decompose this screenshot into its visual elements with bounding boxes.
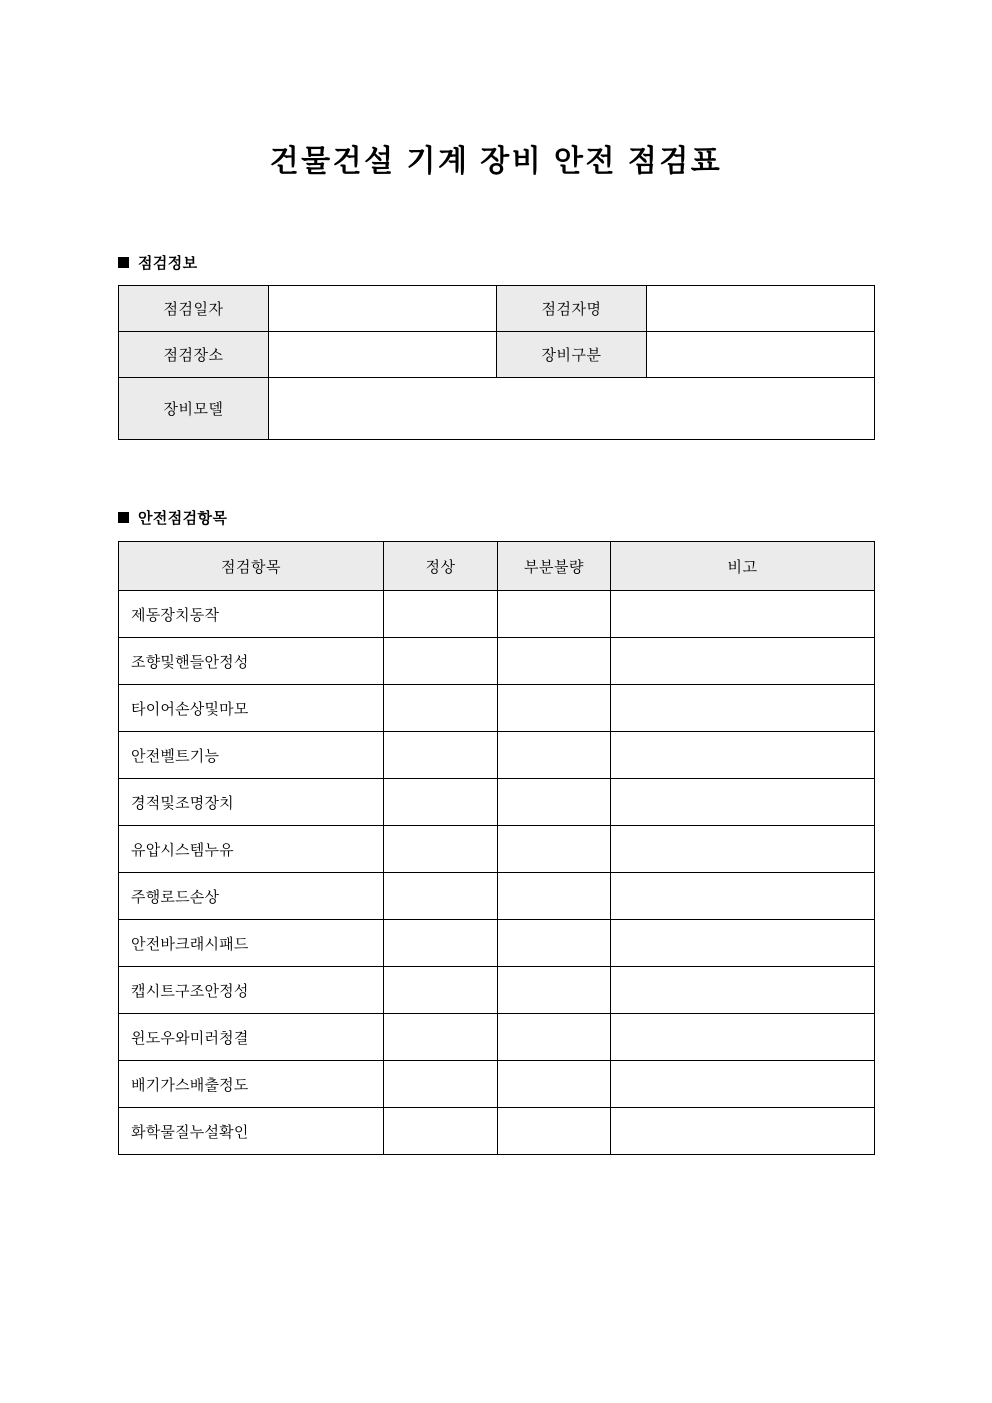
- field-equipment-model[interactable]: [269, 378, 875, 440]
- page-title: 건물건설 기계 장비 안전 점검표: [269, 145, 723, 178]
- filled-square-icon: [118, 257, 129, 268]
- cell-normal[interactable]: [384, 591, 498, 638]
- cell-normal[interactable]: [384, 920, 498, 967]
- inspection-item-label: 안전바크래시패드: [119, 920, 384, 967]
- cell-normal[interactable]: [384, 873, 498, 920]
- table-row: [119, 378, 875, 440]
- inspection-info-table: [118, 285, 875, 440]
- field-inspection-date[interactable]: [269, 286, 497, 332]
- cell-partial-defect[interactable]: [498, 1014, 611, 1061]
- cell-remark[interactable]: [611, 591, 875, 638]
- inspection-item-label: 제동장치동작: [119, 591, 384, 638]
- cell-remark[interactable]: [611, 779, 875, 826]
- inspection-item-label: 타이어손상및마모: [119, 685, 384, 732]
- cell-normal[interactable]: [384, 1061, 498, 1108]
- cell-normal[interactable]: [384, 638, 498, 685]
- cell-partial-defect[interactable]: [498, 685, 611, 732]
- cell-remark[interactable]: [611, 1061, 875, 1108]
- table-row: [119, 873, 875, 920]
- column-header-remark: 비고: [611, 542, 875, 591]
- cell-remark[interactable]: [611, 873, 875, 920]
- inspection-item-label: 조향및핸들안정성: [119, 638, 384, 685]
- cell-partial-defect[interactable]: [498, 920, 611, 967]
- label-inspection-place: 점검장소: [119, 332, 269, 378]
- table-row: [119, 920, 875, 967]
- cell-normal[interactable]: [384, 1108, 498, 1155]
- table-row: [119, 1108, 875, 1155]
- cell-partial-defect[interactable]: [498, 1108, 611, 1155]
- table-row: [119, 332, 875, 378]
- table-row: [119, 1061, 875, 1108]
- cell-partial-defect[interactable]: [498, 638, 611, 685]
- cell-normal[interactable]: [384, 779, 498, 826]
- inspection-item-label: 주행로드손상: [119, 873, 384, 920]
- cell-remark[interactable]: [611, 1014, 875, 1061]
- column-header-normal: 정상: [384, 542, 498, 591]
- inspection-item-label: 배기가스배출정도: [119, 1061, 384, 1108]
- cell-partial-defect[interactable]: [498, 967, 611, 1014]
- label-inspector-name: 점검자명: [497, 286, 647, 332]
- cell-partial-defect[interactable]: [498, 1061, 611, 1108]
- cell-partial-defect[interactable]: [498, 591, 611, 638]
- cell-normal[interactable]: [384, 732, 498, 779]
- safety-inspection-items-table: [118, 541, 875, 1155]
- column-header-item: 점검항목: [119, 542, 384, 591]
- table-row: [119, 779, 875, 826]
- section-heading-label: 안전점검항목: [138, 510, 228, 527]
- section-heading-inspection-info: [118, 252, 198, 273]
- cell-remark[interactable]: [611, 638, 875, 685]
- table-row: [119, 685, 875, 732]
- label-equipment-model: 장비모델: [119, 378, 269, 440]
- cell-normal[interactable]: [384, 967, 498, 1014]
- table-row: [119, 732, 875, 779]
- table-header-row: [119, 542, 875, 591]
- inspection-item-label: 경적및조명장치: [119, 779, 384, 826]
- cell-remark[interactable]: [611, 685, 875, 732]
- cell-remark[interactable]: [611, 732, 875, 779]
- table-row: [119, 638, 875, 685]
- cell-partial-defect[interactable]: [498, 779, 611, 826]
- inspection-item-label: 캡시트구조안정성: [119, 967, 384, 1014]
- cell-remark[interactable]: [611, 967, 875, 1014]
- section-heading-safety-items: [118, 507, 227, 528]
- cell-remark[interactable]: [611, 826, 875, 873]
- field-inspector-name[interactable]: [647, 286, 875, 332]
- label-equipment-type: 장비구분: [497, 332, 647, 378]
- table-row: [119, 967, 875, 1014]
- column-header-partial-defect: 부분불량: [498, 542, 611, 591]
- table-row: [119, 826, 875, 873]
- field-inspection-place[interactable]: [269, 332, 497, 378]
- section-heading-label: 점검정보: [138, 255, 198, 272]
- table-row: [119, 591, 875, 638]
- cell-normal[interactable]: [384, 1014, 498, 1061]
- table-row: [119, 1014, 875, 1061]
- inspection-item-label: 유압시스템누유: [119, 826, 384, 873]
- cell-normal[interactable]: [384, 685, 498, 732]
- filled-square-icon: [118, 512, 129, 523]
- cell-partial-defect[interactable]: [498, 732, 611, 779]
- cell-remark[interactable]: [611, 1108, 875, 1155]
- field-equipment-type[interactable]: [647, 332, 875, 378]
- inspection-item-label: 안전벨트기능: [119, 732, 384, 779]
- inspection-item-label: 화학물질누설확인: [119, 1108, 384, 1155]
- table-row: [119, 286, 875, 332]
- cell-remark[interactable]: [611, 920, 875, 967]
- inspection-item-label: 윈도우와미러청결: [119, 1014, 384, 1061]
- cell-partial-defect[interactable]: [498, 873, 611, 920]
- cell-partial-defect[interactable]: [498, 826, 611, 873]
- label-inspection-date: 점검일자: [119, 286, 269, 332]
- cell-normal[interactable]: [384, 826, 498, 873]
